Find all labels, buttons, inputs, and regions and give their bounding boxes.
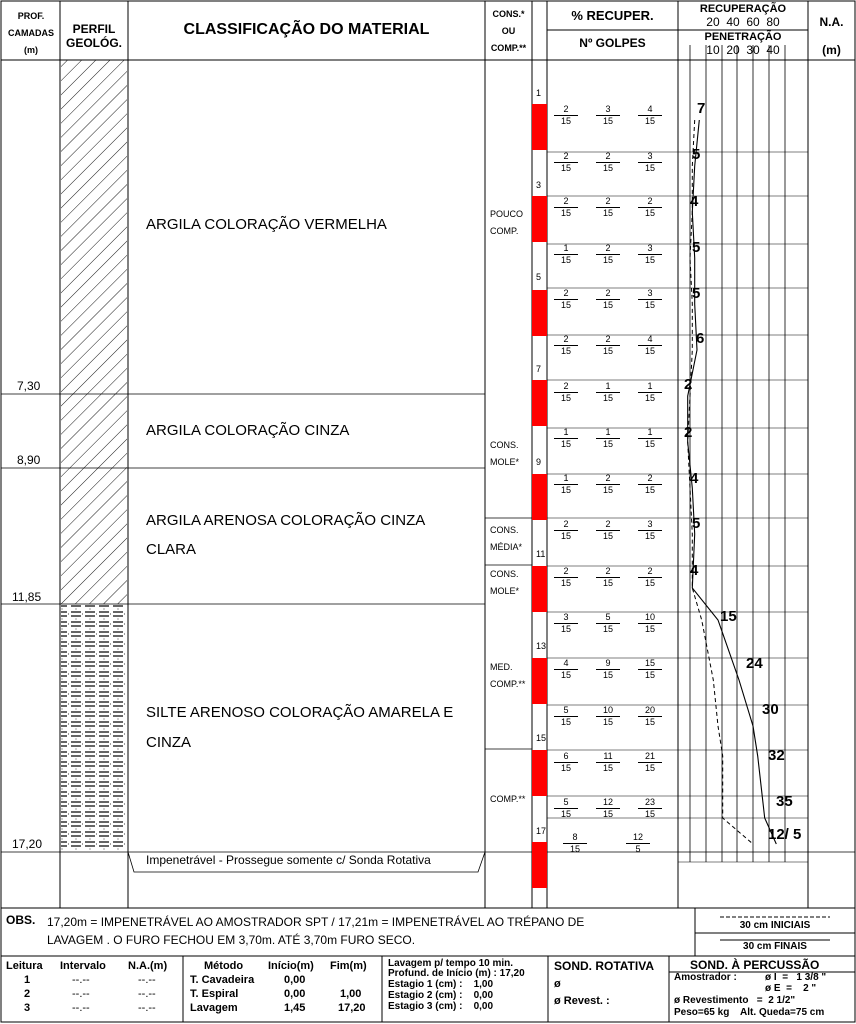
blow-numerator: 2 — [554, 566, 578, 578]
nspt-value: 4 — [690, 470, 699, 487]
blow-count — [554, 381, 578, 404]
method-start: 0,00 — [284, 974, 306, 986]
leitura-row: 1 — [24, 974, 31, 986]
recuperacao-header: RECUPERAÇÃO — [699, 3, 787, 15]
blow-numerator: 2 — [554, 196, 578, 208]
comp-header: COMP.** — [490, 43, 527, 53]
blow-numerator: 15 — [638, 658, 662, 670]
nspt-value: 5 — [692, 285, 701, 302]
blow-count — [554, 473, 578, 496]
blow-denominator: 15 — [644, 163, 655, 173]
blow-count — [554, 151, 578, 174]
blow-denominator: 15 — [560, 531, 571, 541]
nspt-value: 5 — [692, 239, 701, 256]
blow-count — [554, 566, 578, 589]
blow-count — [554, 243, 578, 266]
blow-numerator: 5 — [596, 612, 620, 624]
blow-count — [596, 519, 620, 542]
blow-denominator: 15 — [560, 485, 571, 495]
blow-count — [554, 196, 578, 219]
legend-iniciais: 30 cm INICIAIS — [739, 920, 811, 931]
blow-numerator: 1 — [554, 427, 578, 439]
blow-denominator: 15 — [602, 116, 613, 126]
blow-denominator: 15 — [644, 393, 655, 403]
blow-count — [638, 288, 662, 311]
blow-numerator: 2 — [554, 381, 578, 393]
geolog-header: GEOLÓG. — [65, 36, 122, 50]
spt-curve-finais — [688, 120, 777, 844]
blow-count — [638, 797, 662, 820]
blow-numerator: 12 — [596, 797, 620, 809]
consistency-label: POUCO — [490, 209, 524, 219]
method-name: T. Cavadeira — [190, 974, 255, 986]
meter-mark: 5 — [536, 272, 542, 282]
blow-numerator: 3 — [596, 104, 620, 116]
blow-denominator: 15 — [602, 763, 613, 773]
meter-mark: 7 — [536, 364, 542, 374]
blow-count — [554, 797, 578, 820]
meter-mark: 1 — [536, 88, 542, 98]
blow-denominator: 15 — [644, 670, 655, 680]
meter-mark: 9 — [536, 457, 542, 467]
blow-numerator: 2 — [554, 519, 578, 531]
estagio-info: Estagio 2 (cm) : 0,00 — [388, 990, 494, 1001]
blow-numerator: 2 — [596, 519, 620, 531]
consistency-label: COMP.** — [490, 679, 526, 689]
nspt-value: 32 — [768, 747, 785, 764]
blow-numerator: 1 — [596, 427, 620, 439]
blow-denominator: 15 — [602, 717, 613, 727]
blow-denominator: 15 — [644, 717, 655, 727]
blow-count — [596, 427, 620, 450]
lavagem-info: Lavagem p/ tempo 10 min. — [388, 958, 514, 969]
na-header: N.A. — [819, 15, 844, 29]
blow-denominator: 15 — [602, 439, 613, 449]
blow-denominator: 15 — [560, 670, 571, 680]
recuperacao-ticks: 20 40 60 80 — [706, 15, 780, 29]
blow-count — [554, 519, 578, 542]
blow-count — [638, 658, 662, 681]
blow-numerator: 2 — [638, 566, 662, 578]
na-value: --.-- — [138, 988, 156, 1000]
method-start: 1,45 — [284, 1002, 306, 1014]
method-end: 17,20 — [338, 1002, 366, 1014]
material-description-cont: CLARA — [146, 541, 197, 558]
blow-count — [554, 705, 578, 728]
blow-numerator: 1 — [554, 243, 578, 255]
blow-denominator: 15 — [560, 163, 571, 173]
nspt-value: 4 — [690, 193, 699, 210]
blow-numerator: 10 — [638, 612, 662, 624]
method-name: Lavagem — [190, 1002, 238, 1014]
consistency-label: MÉDIA* — [490, 542, 523, 552]
blow-denominator: 15 — [560, 346, 571, 356]
blow-numerator: 1 — [638, 427, 662, 439]
blow-numerator: 2 — [554, 288, 578, 300]
na-unit: (m) — [822, 43, 841, 57]
blow-denominator: 15 — [602, 300, 613, 310]
blow-numerator: 2 — [596, 334, 620, 346]
consistency-label: MED. — [490, 662, 513, 672]
consistency-label: CONS. — [490, 440, 519, 450]
blow-count — [638, 566, 662, 589]
metodo-header: Método — [204, 960, 244, 972]
blow-denominator: 15 — [644, 485, 655, 495]
blow-denominator: 15 — [602, 255, 613, 265]
inicio-header: Início(m) — [268, 960, 314, 972]
depth-label: 7,30 — [17, 379, 41, 393]
depth-label: 8,90 — [17, 453, 41, 467]
blow-numerator: 2 — [596, 243, 620, 255]
blow-denominator: 15 — [644, 116, 655, 126]
blow-count — [638, 705, 662, 728]
blow-numerator: 2 — [596, 196, 620, 208]
blow-count — [638, 473, 662, 496]
blow-count — [554, 288, 578, 311]
material-description: SILTE ARENOSO COLORAÇÃO AMARELA E — [146, 704, 454, 721]
blow-numerator: 2 — [554, 151, 578, 163]
nspt-value: 7 — [697, 100, 706, 117]
blow-denominator: 15 — [644, 624, 655, 634]
blow-denominator: 15 — [602, 346, 613, 356]
blow-denominator: 15 — [560, 439, 571, 449]
amostrador-label: Amostrador : — [674, 972, 737, 983]
nspt-value: 2 — [684, 376, 693, 393]
ou-header: OU — [501, 26, 516, 36]
estagio-info: Estagio 1 (cm) : 1,00 — [388, 979, 494, 990]
blow-denominator: 15 — [602, 670, 613, 680]
blow-numerator: 2 — [596, 473, 620, 485]
blow-count — [638, 751, 662, 774]
nspt-value: 30 — [762, 701, 779, 718]
blow-denominator: 15 — [644, 208, 655, 218]
material-description-cont: CINZA — [146, 734, 191, 751]
blow-numerator: 5 — [554, 797, 578, 809]
blow-denominator: 15 — [644, 255, 655, 265]
blow-denominator: 15 — [560, 717, 571, 727]
obs-label: OBS. — [6, 913, 36, 927]
blow-numerator: 6 — [554, 751, 578, 763]
obs-line: 17,20m = IMPENETRÁVEL AO AMOSTRADOR SPT / 17,21m = IMPENETRÁVEL AO TRÉPANO DE — [47, 915, 585, 929]
blow-numerator: 23 — [638, 797, 662, 809]
material-description: ARGILA COLORAÇÃO CINZA — [146, 422, 350, 439]
blow-numerator: 21 — [638, 751, 662, 763]
blow-numerator: 2 — [638, 196, 662, 208]
impenetravel-note: Impenetrável - Prossegue somente c/ Sonda Rotativa — [146, 853, 431, 867]
method-start: 0,00 — [284, 988, 306, 1000]
blow-count — [638, 612, 662, 635]
nspt-value: 4 — [690, 562, 699, 579]
depth-label: 11,85 — [12, 590, 42, 604]
blow-denominator: 15 — [560, 300, 571, 310]
sond-rotativa: SOND. ROTATIVA — [554, 959, 654, 973]
prof-unit: (m) — [24, 45, 38, 55]
meter-mark: 3 — [536, 180, 542, 190]
blow-count — [563, 832, 587, 855]
legend-finais: 30 cm FINAIS — [743, 941, 807, 952]
blow-denominator: 15 — [602, 208, 613, 218]
intervalo-value: --.-- — [72, 974, 90, 986]
na-footer-header: N.A.(m) — [128, 960, 168, 972]
leitura-row: 3 — [24, 1002, 31, 1014]
blow-count — [638, 427, 662, 450]
nspt-value: 15 — [720, 608, 737, 625]
lavagem-info: Profund. de Início (m) : 17,20 — [388, 968, 525, 979]
consistency-label: COMP.** — [490, 794, 526, 804]
blow-numerator: 10 — [596, 705, 620, 717]
perfil-header: PERFIL — [72, 22, 116, 36]
blow-denominator: 15 — [560, 393, 571, 403]
blow-denominator: 15 — [560, 809, 571, 819]
blow-numerator: 3 — [638, 151, 662, 163]
nspt-value: 35 — [776, 793, 793, 810]
blow-denominator: 15 — [560, 578, 571, 588]
blow-denominator: 15 — [644, 809, 655, 819]
phi-i: ø I = 1 3/8 " — [765, 972, 827, 983]
peso-queda: Peso=65 kg Alt. Queda=75 cm — [674, 1007, 825, 1018]
blow-count — [596, 334, 620, 357]
meter-mark: 17 — [536, 826, 547, 836]
blow-numerator: 20 — [638, 705, 662, 717]
blow-count — [638, 243, 662, 266]
blow-count — [554, 751, 578, 774]
blow-count — [596, 381, 620, 404]
blow-denominator: 15 — [560, 624, 571, 634]
blow-numerator: 2 — [554, 334, 578, 346]
consistency-label: COMP. — [490, 226, 519, 236]
na-value: --.-- — [138, 1002, 156, 1014]
blow-denominator: 15 — [644, 763, 655, 773]
blow-denominator: 15 — [602, 163, 613, 173]
blow-count — [638, 196, 662, 219]
blow-count — [596, 658, 620, 681]
blow-numerator: 3 — [638, 243, 662, 255]
camadas-header: CAMADAS — [8, 28, 54, 38]
na-value: --.-- — [138, 974, 156, 986]
blow-numerator: 5 — [554, 705, 578, 717]
consistency-label: CONS. — [490, 525, 519, 535]
recuper-header: % RECUPER. — [571, 8, 654, 23]
blow-denominator: 15 — [602, 578, 613, 588]
classificacao-header: CLASSIFICAÇÃO DO MATERIAL — [183, 21, 430, 38]
blow-count — [638, 104, 662, 127]
blow-count — [638, 151, 662, 174]
blow-count — [596, 243, 620, 266]
blow-denominator: 5 — [635, 844, 641, 854]
blow-numerator: 12 — [626, 832, 650, 844]
blow-denominator: 15 — [644, 300, 655, 310]
blow-count — [596, 151, 620, 174]
penetracao-ticks: 10 20 30 40 — [706, 43, 780, 57]
obs-line: LAVAGEM . O FURO FECHOU EM 3,70m. ATÉ 3,70m FURO SECO. — [47, 933, 416, 947]
consistency-label: CONS. — [490, 569, 519, 579]
blow-count — [554, 658, 578, 681]
penetracao-header: PENETRAÇÃO — [704, 31, 782, 43]
blow-numerator: 3 — [638, 519, 662, 531]
material-description: ARGILA COLORAÇÃO VERMELHA — [146, 216, 387, 233]
blow-denominator: 15 — [644, 346, 655, 356]
blow-denominator: 15 — [602, 531, 613, 541]
phi-e: ø E = 2 " — [765, 983, 817, 994]
blow-count — [596, 705, 620, 728]
blow-denominator: 15 — [602, 624, 613, 634]
blow-count — [554, 427, 578, 450]
blow-count — [596, 612, 620, 635]
blow-denominator: 15 — [602, 393, 613, 403]
intervalo-value: --.-- — [72, 1002, 90, 1014]
blow-count — [638, 381, 662, 404]
blow-denominator: 15 — [560, 255, 571, 265]
blow-count — [596, 751, 620, 774]
fim-header: Fim(m) — [330, 960, 367, 972]
blow-numerator: 2 — [554, 104, 578, 116]
intervalo-value: --.-- — [72, 988, 90, 1000]
blow-count — [554, 104, 578, 127]
blow-denominator: 15 — [560, 763, 571, 773]
blow-numerator: 1 — [638, 381, 662, 393]
nspt-value: 12/ 5 — [768, 826, 802, 843]
cons-header: CONS.* — [492, 9, 525, 19]
blow-count — [626, 832, 650, 855]
method-end: 1,00 — [340, 988, 362, 1000]
blow-numerator: 4 — [638, 334, 662, 346]
blow-count — [638, 519, 662, 542]
blow-numerator: 2 — [596, 566, 620, 578]
blow-denominator: 15 — [602, 485, 613, 495]
blow-numerator: 11 — [596, 751, 620, 763]
blow-count — [596, 473, 620, 496]
blow-numerator: 3 — [638, 288, 662, 300]
blow-denominator: 15 — [560, 208, 571, 218]
blow-numerator: 9 — [596, 658, 620, 670]
leitura-row: 2 — [24, 988, 31, 1000]
blow-numerator: 1 — [554, 473, 578, 485]
blow-denominator: 15 — [644, 439, 655, 449]
sond-rotativa-revest: ø Revest. : — [554, 995, 610, 1007]
consistency-label: MOLE* — [490, 586, 520, 596]
blow-numerator: 2 — [638, 473, 662, 485]
nspt-value: 5 — [692, 515, 701, 532]
revestimento: ø Revestimento = 2 1/2" — [674, 995, 796, 1006]
blow-count — [638, 334, 662, 357]
nspt-value: 5 — [692, 146, 701, 163]
method-name: T. Espiral — [190, 988, 239, 1000]
blow-denominator: 15 — [560, 116, 571, 126]
nspt-value: 2 — [684, 424, 693, 441]
intervalo-header: Intervalo — [60, 960, 106, 972]
blow-count — [596, 797, 620, 820]
nspt-value: 6 — [696, 330, 705, 347]
blow-count — [554, 612, 578, 635]
blow-denominator: 15 — [569, 844, 580, 854]
blow-numerator: 8 — [563, 832, 587, 844]
blow-denominator: 15 — [644, 578, 655, 588]
golpes-header: Nº GOLPES — [579, 36, 646, 50]
prof-header: PROF. — [17, 11, 45, 21]
blow-count — [596, 288, 620, 311]
leitura-header: Leitura — [6, 960, 43, 972]
blow-numerator: 4 — [638, 104, 662, 116]
estagio-info: Estagio 3 (cm) : 0,00 — [388, 1001, 494, 1012]
material-description: ARGILA ARENOSA COLORAÇÃO CINZA — [146, 512, 426, 529]
blow-count — [596, 196, 620, 219]
blow-numerator: 3 — [554, 612, 578, 624]
sond-rotativa-phi: ø — [554, 978, 561, 990]
meter-mark: 13 — [536, 641, 547, 651]
depth-label: 17,20 — [12, 837, 43, 851]
blow-count — [554, 334, 578, 357]
sond-percussao: SOND. À PERCUSSÃO — [690, 958, 820, 972]
blow-numerator: 2 — [596, 151, 620, 163]
blow-count — [596, 566, 620, 589]
blow-count — [596, 104, 620, 127]
nspt-value: 24 — [746, 655, 763, 672]
consistency-label: MOLE* — [490, 457, 520, 467]
meter-mark: 11 — [536, 549, 546, 559]
blow-numerator: 2 — [596, 288, 620, 300]
blow-denominator: 15 — [644, 531, 655, 541]
meter-mark: 15 — [536, 733, 547, 743]
blow-numerator: 4 — [554, 658, 578, 670]
blow-denominator: 15 — [602, 809, 613, 819]
blow-numerator: 1 — [596, 381, 620, 393]
